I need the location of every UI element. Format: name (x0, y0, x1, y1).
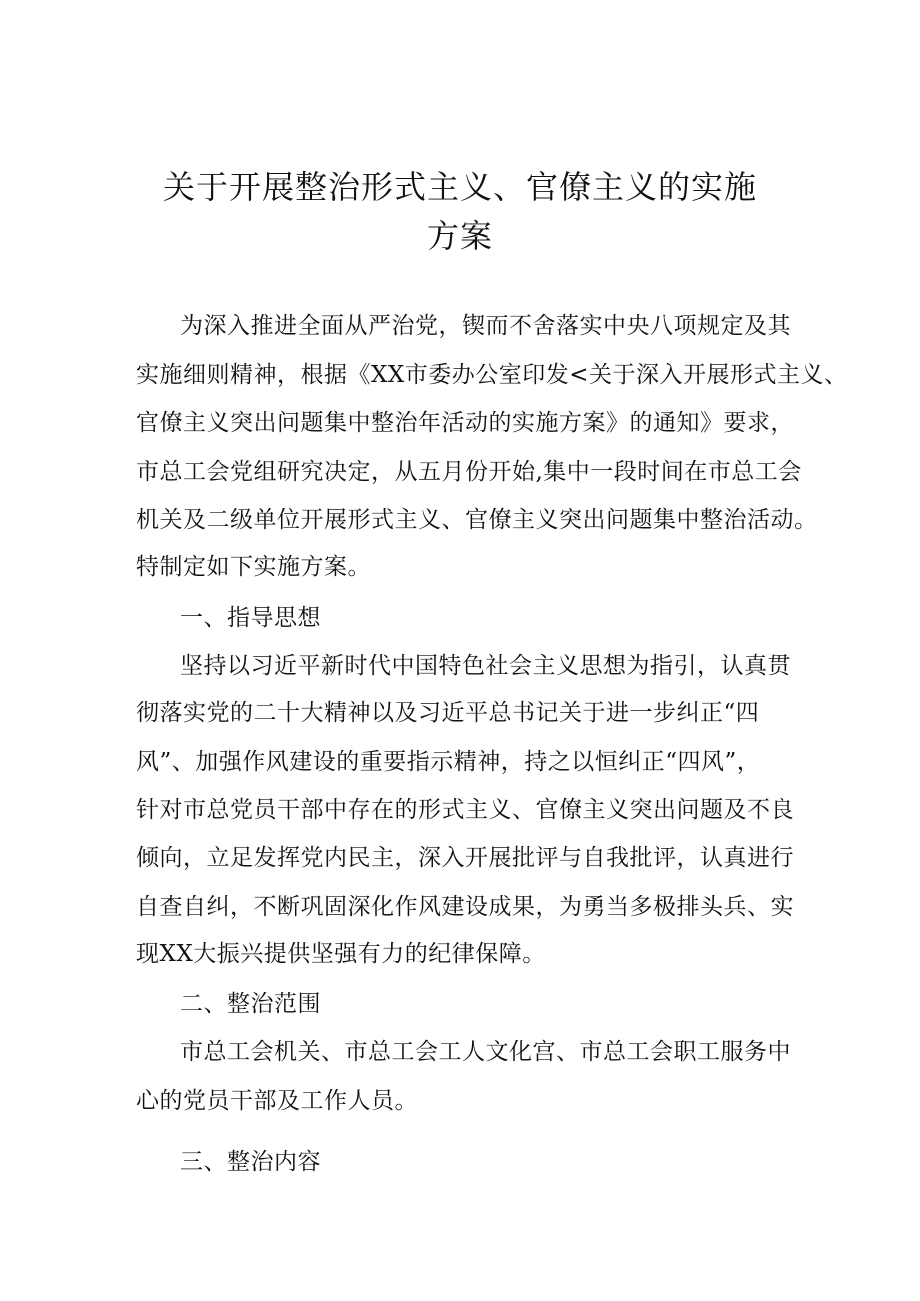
intro-line-2: 实施细则精神，根据《XX市委办公室印发<关于深入开展形式主义、 (136, 362, 848, 388)
intro-line-3: 官僚主义突出问题集中整治年活动的实施方案》的通知》要求， (136, 410, 794, 436)
section1-line-6: 自查自纠，不断巩固深化作风建设成果，为勇当多极排头兵、实 (136, 894, 794, 920)
intro-line-6: 特制定如下实施方案。 (136, 554, 371, 580)
intro-line-1: 为深入推进全面从严治党，锲而不舍落实中央八项规定及其 (180, 313, 791, 339)
section1-line-3: 风”、加强作风建设的重要指示精神，持之以恒纠正“四风”， (136, 749, 761, 775)
title-line-1: 关于开展整治形式主义、官僚主义的实施 (162, 168, 757, 206)
section1-line-7: 现XX大振兴提供坚强有力的纪律保障。 (136, 941, 546, 967)
intro-line-5: 机关及二级单位开展形式主义、官僚主义突出问题集中整治活动。 (136, 507, 818, 533)
section1-line-5: 倾向，立足发挥党内民主，深入开展批评与自我批评，认真进行 (136, 845, 794, 871)
document-title (0, 163, 920, 261)
section1-line-4: 针对市总党员干部中存在的形式主义、官僚主义突出问题及不良 (136, 797, 794, 823)
section2-line-1: 市总工会机关、市总工会工人文化宫、市总工会职工服务中 (180, 1039, 791, 1065)
section1-line-1: 坚持以习近平新时代中国特色社会主义思想为指引，认真贯 (180, 653, 791, 679)
section1-line-2: 彻落实党的二十大精神以及习近平总书记关于进一步纠正“四 (136, 700, 760, 726)
section-heading-guiding-thought: 一、指导思想 (180, 605, 321, 631)
section2-line-2: 心的党员干部及工作人员。 (136, 1088, 418, 1114)
intro-line-4: 市总工会党组研究决定，从五月份开始,集中一段时间在市总工会 (136, 459, 802, 485)
title-line-2: 方案 (426, 217, 493, 255)
section-heading-scope: 二、整治范围 (180, 991, 321, 1017)
section-heading-content: 三、整治内容 (180, 1149, 321, 1175)
